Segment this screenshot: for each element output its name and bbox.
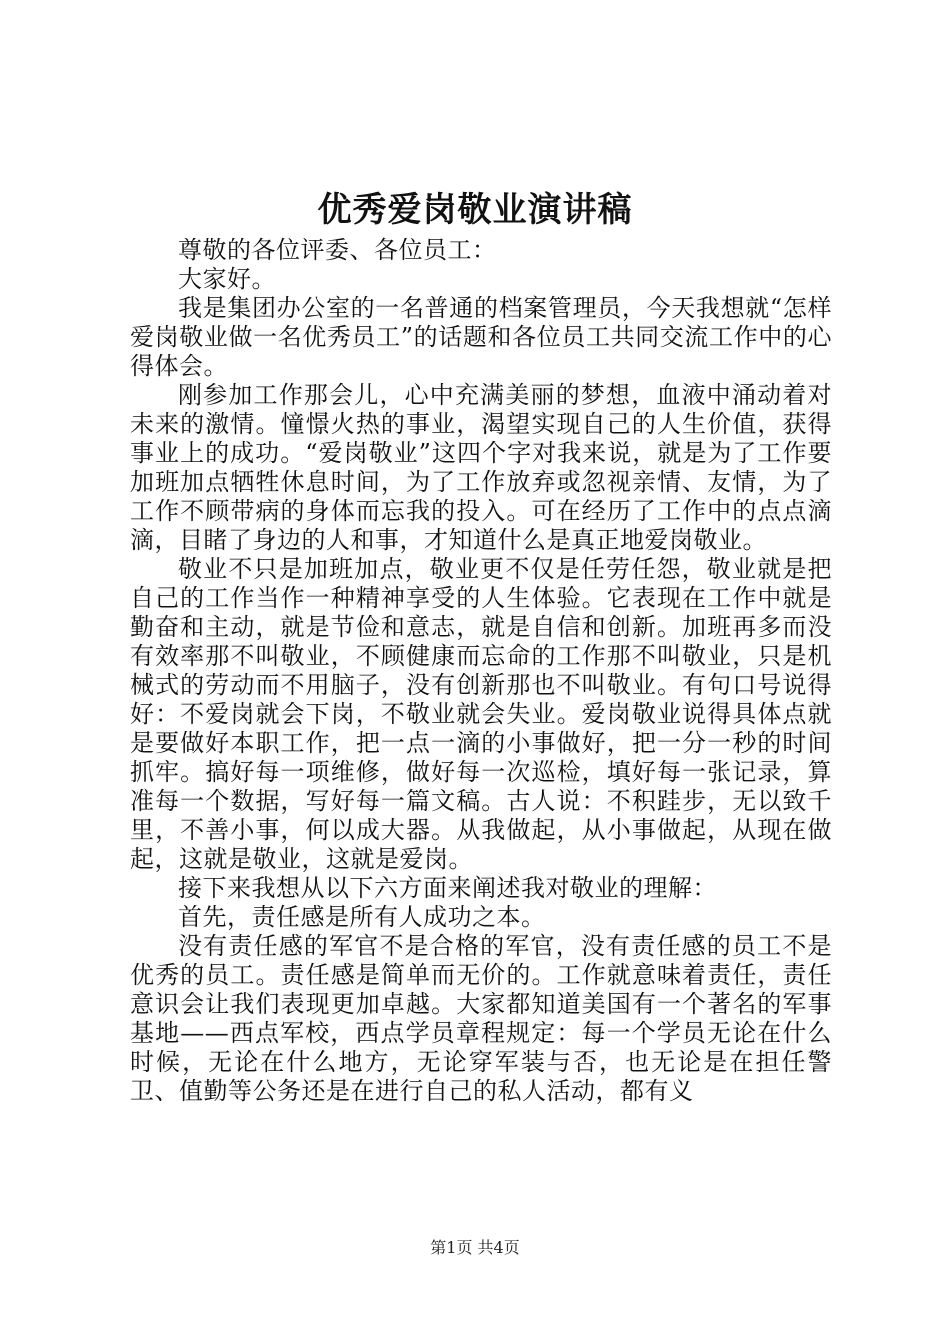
- body-paragraph: 没有责任感的军官不是合格的军官，没有责任感的员工不是优秀的员工。责任感是简单而无价的。工作就意味着责任，责任意识会让我们表现更加卓越。大家都知道美国有一个著名的军事基地——西点军校，西点学员章程规定：每一个学员无论在什么时候，无论在什么地方，无论穿军装与否，也无论是在担任警卫、值勤等公务还是在进行自己的私人活动，都有义: [130, 932, 832, 1105]
- document-title: 优秀爱岗敬业演讲稿: [317, 190, 633, 230]
- body-paragraph: 首先，责任感是所有人成功之本。: [178, 903, 546, 931]
- page-number-footer: 第1页 共4页: [430, 1238, 520, 1257]
- salutation-paragraph: 尊敬的各位评委、各位员工：: [178, 236, 497, 264]
- body-paragraph: 刚参加工作那会儿，心中充满美丽的梦想，血液中涌动着对未来的激情。憧憬火热的事业，渴望实现自己的人生价值，获得事业上的成功。“爱岗敬业”这四个字对我来说，就是为了工作要加班加点牺牲休息时间，为了工作放弃或忽视亲情、友情，为了工作不顾带病的身体而忘我的投入。可在经历了工作中的点点滴滴，目睹了身边的人和事，才知道什么是真正地爱岗敬业。: [130, 381, 832, 554]
- greeting-paragraph: 大家好。: [178, 265, 276, 293]
- body-paragraph: 接下来我想从以下六方面来阐述我对敬业的理解：: [178, 874, 717, 902]
- intro-paragraph: 我是集团办公室的一名普通的档案管理员，今天我想就“怎样爱岗敬业做一名优秀员工”的话题和各位员工共同交流工作中的心得体会。: [130, 294, 832, 380]
- body-paragraph: 敬业不只是加班加点，敬业更不仅是任劳任怨，敬业就是把自己的工作当作一种精神享受的人生体验。它表现在工作中就是勤奋和主动，就是节俭和意志，就是自信和创新。加班再多而没有效率那不叫敬业，不顾健康而忘命的工作那不叫敬业，只是机械式的劳动而不用脑子，没有创新那也不叫敬业。有句口号说得好：不爱岗就会下岗，不敬业就会失业。爱岗敬业说得具体点就是要做好本职工作，把一点一滴的小事做好，把一分一秒的时间抓牢。搞好每一项维修，做好每一次巡检，填好每一张记录，算准每一个数据，写好每一篇文稿。古人说：不积跬步，无以致千里，不善小事，何以成大器。从我做起，从小事做起，从现在做起，这就是敬业，这就是爱岗。: [130, 555, 832, 873]
- document-body: [130, 236, 832, 1106]
